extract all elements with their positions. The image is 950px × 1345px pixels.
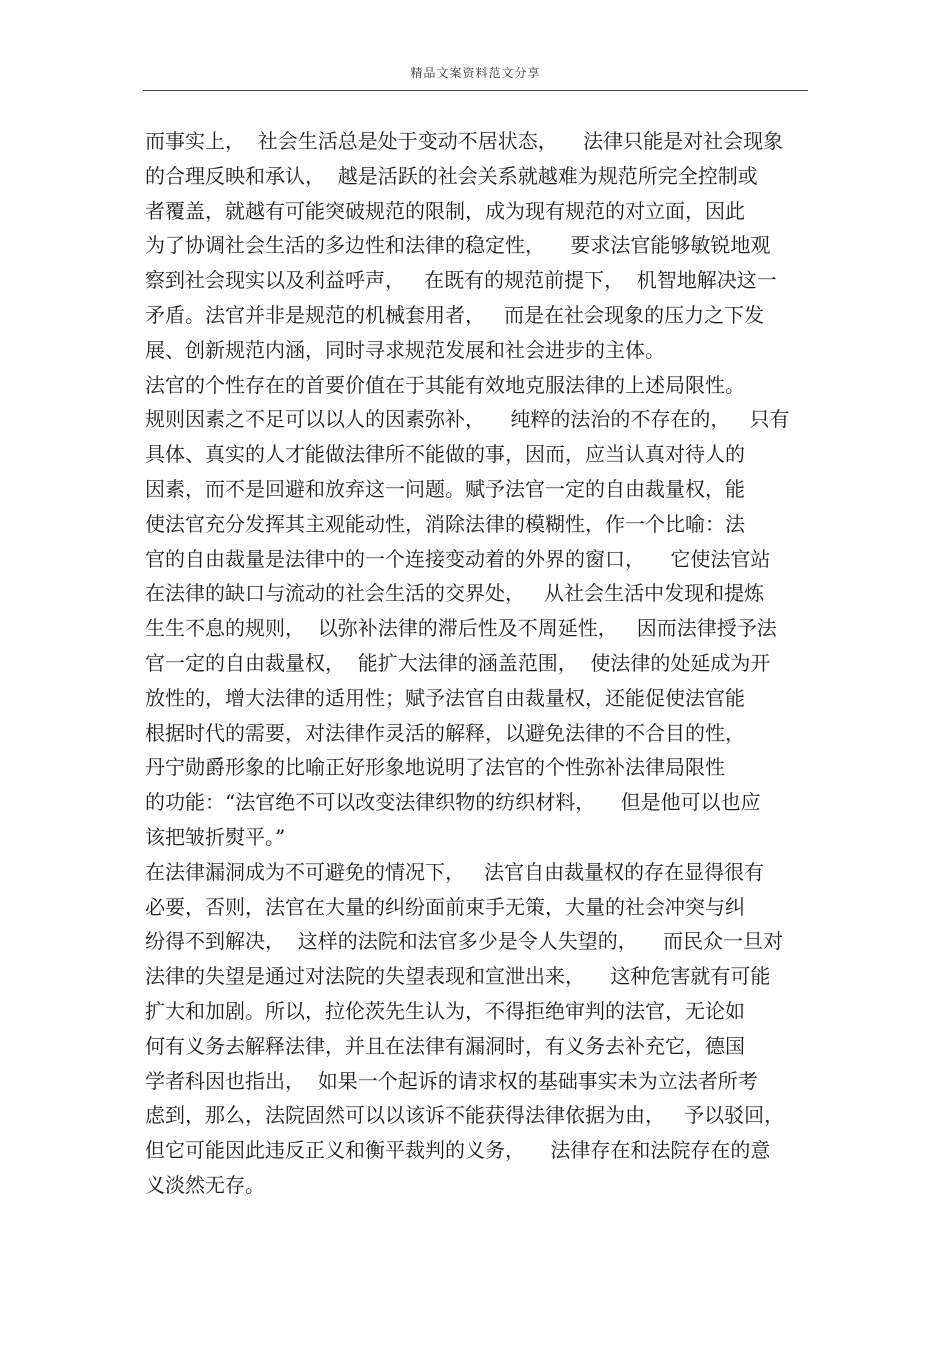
text-line: 的功能：“法官绝不可以改变法律织物的纺织材料， 但是他可以也应 xyxy=(145,790,761,815)
text-line: 扩大和加剧。所以，拉伦茨先生认为，不得拒绝审判的法官，无论如 xyxy=(145,998,745,1023)
text-line: 具体、真实的人才能做法律所不能做的事，因而，应当认真对待人的 xyxy=(145,442,745,467)
text-line: 但它可能因此违反正义和衡平裁判的义务， 法律存在和法院存在的意 xyxy=(145,1138,771,1163)
text-line: 展、创新规范内涵，同时寻求规范发展和社会进步的主体。 xyxy=(145,337,665,362)
text-line: 在法律漏洞成为不可避免的情况下， 法官自由裁量权的存在显得很有 xyxy=(145,859,765,884)
text-line: 法律的失望是通过对法院的失望表现和宣泄出来， 这种危害就有可能 xyxy=(145,964,771,989)
document-body xyxy=(145,124,810,1203)
text-line: 丹宁勋爵形象的比喻正好形象地说明了法官的个性弥补法律局限性 xyxy=(145,755,725,780)
text-line: 法官的个性存在的首要价值在于其能有效地克服法律的上述局限性。 xyxy=(145,372,745,397)
text-line: 放性的，增大法律的适用性；赋予法官自由裁量权，还能促使法官能 xyxy=(145,685,745,710)
text-line: 何有义务去解释法律，并且在法律有漏洞时，有义务去补充它，德国 xyxy=(145,1033,745,1058)
page-header: 精品文案资料范文分享 xyxy=(410,66,541,80)
text-line: 官一定的自由裁量权， 能扩大法律的涵盖范围， 使法律的处延成为开 xyxy=(145,650,771,675)
text-line: 生生不息的规则， 以弥补法律的滞后性及不周延性， 因而法律授予法 xyxy=(145,616,777,641)
text-line: 学者科因也指出， 如果一个起诉的请求权的基础事实未为立法者所考 xyxy=(145,1068,758,1093)
text-line: 官的自由裁量是法律中的一个连接变动着的外界的窗口， 它使法官站 xyxy=(145,546,771,571)
text-line: 的合理反映和承认， 越是活跃的社会关系就越难为规范所完全控制或 xyxy=(145,163,758,188)
text-line: 使法官充分发挥其主观能动性，消除法律的模糊性，作一个比喻：法 xyxy=(145,511,745,536)
text-line: 虑到，那么，法院固然可以以该诉不能获得法律依据为由， 予以驳回， xyxy=(145,1103,785,1128)
text-line: 为了协调社会生活的多边性和法律的稳定性， 要求法官能够敏锐地观 xyxy=(145,233,771,258)
text-line: 矛盾。法官并非是规范的机械套用者， 而是在社会现象的压力之下发 xyxy=(145,302,765,327)
text-line: 规则因素之不足可以以人的因素弥补， 纯粹的法治的不存在的， 只有 xyxy=(145,407,790,432)
text-line: 而事实上， 社会生活总是处于变动不居状态， 法律只能是对社会现象 xyxy=(145,129,784,153)
text-line: 该把皱折熨平。” xyxy=(145,824,286,849)
text-line: 必要，否则，法官在大量的纠纷面前束手无策，大量的社会冲突与纠 xyxy=(145,894,745,919)
header-divider xyxy=(143,90,808,91)
text-line: 因素，而不是回避和放弃这一问题。赋予法官一定的自由裁量权，能 xyxy=(145,476,745,501)
text-line: 察到社会现实以及利益呼声， 在既有的规范前提下， 机智地解决这一 xyxy=(145,268,777,293)
text-line: 在法律的缺口与流动的社会生活的交界处， 从社会生活中发现和提炼 xyxy=(145,581,765,606)
text-line: 者覆盖，就越有可能突破规范的限制，成为现有规范的对立面，因此 xyxy=(145,198,745,223)
text-line: 义淡然无存。 xyxy=(145,1172,265,1197)
text-line: 根据时代的需要，对法律作灵活的解释，以避免法律的不合目的性， xyxy=(145,720,745,745)
text-line: 纷得不到解决， 这样的法院和法官多少是令人失望的， 而民众一旦对 xyxy=(145,929,784,954)
